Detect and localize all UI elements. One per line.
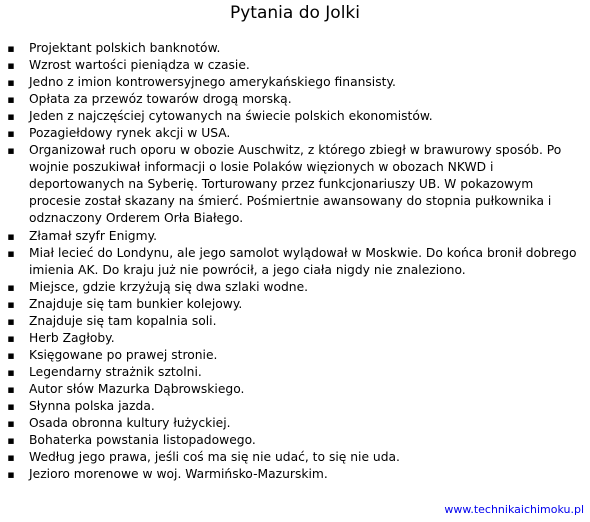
bullet-icon: ▪ (7, 42, 15, 55)
bullet-icon: ▪ (7, 144, 15, 158)
bullet-icon: ▪ (7, 451, 15, 465)
list-item-text: Herb Zagłoby. (29, 330, 115, 345)
bullet-icon: ▪ (7, 434, 15, 448)
list-item (6, 91, 581, 108)
list-item (6, 415, 581, 432)
page-title: Pytania do Jolki (229, 3, 360, 23)
list-item-text: Organizował ruch oporu w obozie Auschwitz, z którego zbiegł w brawurowy sposób. Po wojnie poszukiwał informacji o losie Polaków więzionych w obozach NKWD i deportowanych na Syberię. Torturowany przez funkcjonariuszy UB. W pokazowym procesie został skazany na śmierć. Pośmiertnie awansowany do stopnia pułkownika i odznaczony Orderem Orła Białego. (29, 143, 562, 226)
bullet-icon: ▪ (7, 93, 15, 107)
list-item (6, 57, 581, 74)
list-item (6, 381, 581, 398)
bullet-icon: ▪ (7, 399, 15, 413)
question-list (6, 40, 581, 483)
list-item (6, 347, 581, 364)
list-item-text: Projektant polskich banknotów. (29, 41, 221, 55)
list-item (6, 125, 581, 142)
list-item-text: Miejsce, gdzie krzyżują się dwa szlaki wodne. (29, 279, 309, 294)
list-item-text: Opłata za przewóz towarów drogą morską. (29, 92, 292, 107)
bullet-icon: ▪ (7, 229, 15, 243)
list-item-text: Legendarny strażnik sztolni. (29, 364, 202, 379)
list-item-text: Księgowane po prawej stronie. (29, 347, 218, 362)
bullet-icon: ▪ (7, 127, 15, 141)
list-item-text: Bohaterka powstania listopadowego. (29, 433, 256, 448)
bullet-icon: ▪ (7, 365, 15, 379)
list-item-text: Jeden z najczęściej cytowanych na świecie polskich ekonomistów. (29, 109, 433, 124)
list-item (6, 142, 581, 227)
list-item (6, 296, 581, 313)
list-item-text: Według jego prawa, jeśli coś ma się nie udać, to się nie uda. (29, 450, 400, 465)
list-item-text: Pozagiełdowy rynek akcji w USA. (29, 126, 231, 141)
list-item-text: Autor słów Mazurka Dąbrowskiego. (29, 381, 245, 396)
list-item (6, 40, 581, 57)
bullet-icon: ▪ (7, 468, 15, 482)
list-item-text: Osada obronna kultury łużyckiej. (29, 416, 231, 431)
bullet-icon: ▪ (7, 331, 15, 345)
bullet-icon: ▪ (7, 110, 15, 124)
bullet-icon: ▪ (7, 246, 15, 260)
list-item-text: Znajduje się tam bunkier kolejowy. (29, 296, 243, 311)
list-item (6, 279, 581, 296)
list-item-text: Słynna polska jazda. (29, 398, 155, 413)
list-item (6, 364, 581, 381)
list-item (6, 228, 581, 245)
list-item-text: Wzrost wartości pieniądza w czasie. (29, 58, 250, 73)
list-item (6, 432, 581, 449)
list-item (6, 466, 581, 483)
list-item (6, 245, 581, 279)
bullet-icon: ▪ (7, 417, 15, 431)
list-item (6, 108, 581, 125)
bullet-icon: ▪ (7, 297, 15, 311)
bullet-icon: ▪ (7, 76, 15, 90)
list-item-text: Jedno z imion kontrowersyjnego amerykańskiego finansisty. (29, 75, 396, 90)
list-item-text: Jezioro morenowe w woj. Warmińsko-Mazurskim. (29, 467, 328, 482)
list-item (6, 449, 581, 466)
bullet-icon: ▪ (7, 348, 15, 362)
list-item (6, 313, 581, 330)
list-item (6, 398, 581, 415)
website-link[interactable]: www.technikaichimoku.pl (444, 503, 584, 516)
list-item-text: Złamał szyfr Enigmy. (29, 228, 158, 243)
list-item (6, 74, 581, 91)
list-item-text: Znajduje się tam kopalnia soli. (29, 313, 217, 328)
bullet-icon: ▪ (7, 382, 15, 396)
bullet-icon: ▪ (7, 59, 15, 73)
list-item-text: Miał lecieć do Londynu, ale jego samolot wylądował w Moskwie. Do końca bronił dobrego imienia AK. Do kraju już nie powrócił, a jego ciała nigdy nie znaleziono. (29, 245, 577, 277)
bullet-icon: ▪ (7, 314, 15, 328)
bullet-icon: ▪ (7, 280, 15, 294)
list-item (6, 330, 581, 347)
